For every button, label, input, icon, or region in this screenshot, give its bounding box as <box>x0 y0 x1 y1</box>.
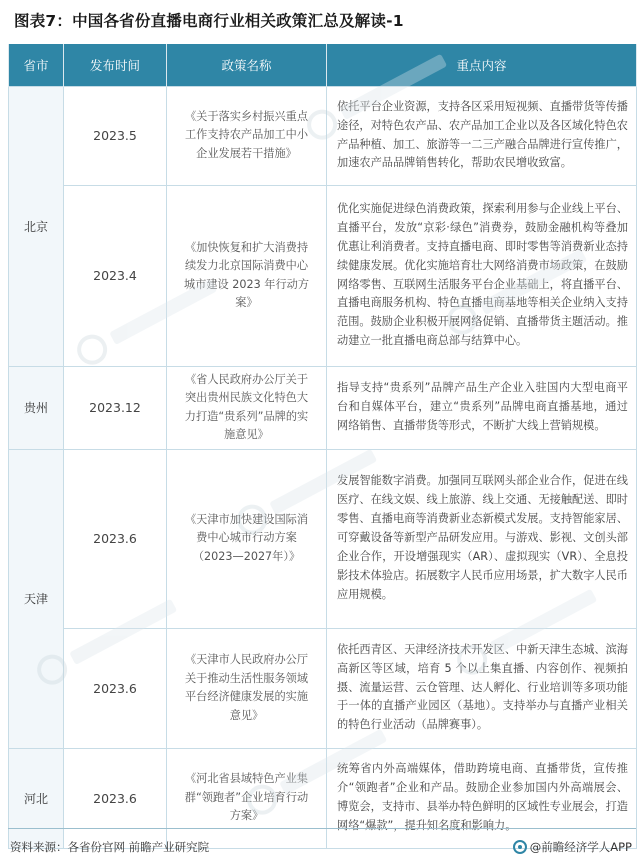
source-note: 资料来源：各省份官网 前瞻产业研究院 <box>10 840 210 854</box>
table-row <box>9 449 637 628</box>
region-cell: 北京 <box>9 86 64 366</box>
footer <box>8 828 636 865</box>
header-date: 发布时间 <box>64 44 167 86</box>
key-content-cell: 优化实施促进绿色消费政策，探索利用参与企业线上平台、直播平台，发放“京彩·绿色”消费券，鼓励金融机构等叠加优惠让利消费者。支持直播电商、即时零售等消费新业态持续健康发展。优化实施培育壮大网络消费市场政策，在鼓励网络零售、互联网生活服务平台企业基础上，将直播平台、直播电商服务机构、特色直播电商基地等相关企业纳入支持范围。鼓励企业积极开展网络促销、直播带货主题活动。推动建立一批直播电商总部与结算中心。 <box>327 185 637 366</box>
table-row <box>9 628 637 748</box>
region-cell: 贵州 <box>9 366 64 449</box>
date-cell: 2023.6 <box>64 628 167 748</box>
header-policy-name: 政策名称 <box>167 44 327 86</box>
brand-text: @前瞻经济学人APP <box>529 840 632 854</box>
date-cell: 2023.5 <box>64 86 167 185</box>
date-cell: 2023.4 <box>64 185 167 366</box>
table-row <box>9 185 637 366</box>
table-header-row <box>9 44 637 86</box>
key-content-cell: 统筹省内外高端媒体，借助跨境电商、直播带货，宣传推介“领跑者”企业和产品。鼓励企业参加国内外高端展会、博览会，支持市、县举办特色鲜明的区域性专业展会，打造网络“爆款”，提升知名度和影响力。 <box>327 748 637 848</box>
policy-table <box>8 44 637 849</box>
policy-name-cell: 《天津市加快建设国际消费中心城市行动方案（2023—2027年）》 <box>167 449 327 628</box>
qianzhan-logo-icon <box>513 840 527 854</box>
header-region: 省市 <box>9 44 64 86</box>
policy-name-cell: 《关于落实乡村振兴重点工作支持农产品加工中小企业发展若干措施》 <box>167 86 327 185</box>
table-row <box>9 86 637 185</box>
policy-name-cell: 《加快恢复和扩大消费持续发力北京国际消费中心城市建设 2023 年行动方案》 <box>167 185 327 366</box>
policy-name-cell: 《天津市人民政府办公厅关于推动生活性服务领域平台经济健康发展的实施意见》 <box>167 628 327 748</box>
policy-name-cell: 《河北省县域特色产业集群“领跑者”企业培育行动方案》 <box>167 748 327 848</box>
region-cell: 河北 <box>9 748 64 848</box>
key-content-cell: 依托西青区、天津经济技术开发区、中新天津生态城、滨海高新区等区域，培育 5 个以上集直播、内容创作、视频拍摄、流量运营、云仓管理、达人孵化、行业培训等多项功能于一体的直播产业园区（基地）。支持举办与直播产业相关的特色行业活动（品牌赛事）。 <box>327 628 637 748</box>
date-cell: 2023.6 <box>64 748 167 848</box>
date-cell: 2023.12 <box>64 366 167 449</box>
key-content-cell: 依托平台企业资源，支持各区采用短视频、直播带货等传播途径，对特色农产品、农产品加工企业以及各区域化特色农产品种植、加工、旅游等一二三产融合品牌进行宣传推广，加速农产品品牌销售转化，帮助农民增收致富。 <box>327 86 637 185</box>
key-content-cell: 发展智能数字消费。加强同互联网头部企业合作，促进在线医疗、在线文娱、线上旅游、线上交通、无接触配送、即时零售、直播电商等消费新业态新模式发展。支持智能家居、可穿戴设备等新型产品研发应用。与游戏、影视、文创头部企业合作，开设增强现实（AR）、虚拟现实（VR）、全息投影技术体验店。拓展数字人民币应用场景，扩大数字人民币应用规模。 <box>327 449 637 628</box>
key-content-cell: 指导支持“贵系列”品牌产品生产企业入驻国内大型电商平台和自媒体平台，建立“贵系列”品牌电商直播基地，通过网络销售、直播带货等形式，不断扩大线上营销规模。 <box>327 366 637 449</box>
brand-credit <box>513 839 632 855</box>
policy-name-cell: 《省人民政府办公厅关于突出贵州民族文化特色大力打造“贵系列”品牌的实施意见》 <box>167 366 327 449</box>
region-cell: 天津 <box>9 449 64 748</box>
header-key-content: 重点内容 <box>327 44 637 86</box>
date-cell: 2023.6 <box>64 449 167 628</box>
page-title: 图表7：中国各省份直播电商行业相关政策汇总及解读-1 <box>14 12 404 30</box>
table-row <box>9 366 637 449</box>
